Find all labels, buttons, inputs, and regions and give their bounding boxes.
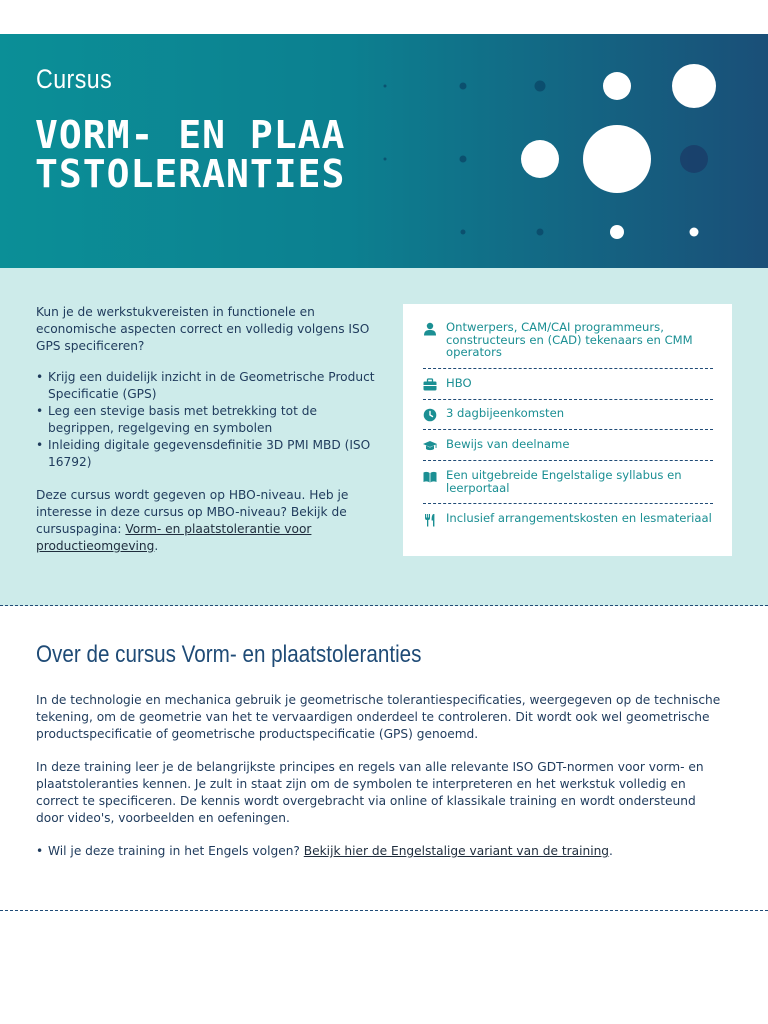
cutlery-icon xyxy=(423,513,437,527)
feature-text: HBO xyxy=(446,376,472,390)
list-item xyxy=(48,843,726,860)
about-heading: Over de cursus Vorm- en plaatstoleranties xyxy=(36,641,422,668)
feature-syllabus xyxy=(423,469,713,494)
feature-text: Een uitgebreide Engelstalige syllabus en leerportaal xyxy=(446,468,682,495)
english-variant-end: . xyxy=(609,844,613,858)
feature-level xyxy=(423,377,713,392)
page-title: VORM- EN PLAATSTOLERANTIES xyxy=(35,113,346,196)
english-variant-link[interactable]: Bekijk hier de Engelstalige variant van de training xyxy=(303,844,610,858)
about-paragraph-2: In deze training leer je de belangrijkste principes en regels van alle relevante ISO GDT-normen voor vorm- en plaatstoleranties kennen. Je zult in staat zijn om de symbolen te interpreteren en het werkstuk volledig en correct te specificeren. De kennis wordt overgebracht via online of klassikale training en wordt ondersteund door video's, voorbeelden en oefeningen. xyxy=(36,760,704,825)
clock-icon xyxy=(423,408,437,422)
intro-question: Kun je de werkstukvereisten in functionele en economische aspecten correct en volledig volgens ISO GPS specificeren? xyxy=(36,305,370,353)
intro-section xyxy=(0,268,768,606)
hero-banner xyxy=(0,34,768,268)
section-divider xyxy=(0,605,768,606)
person-icon xyxy=(423,322,437,336)
course-facts-card xyxy=(403,304,732,556)
intro-bullets xyxy=(36,369,376,471)
feature-text: Bewijs van deelname xyxy=(446,437,570,451)
feature-text: 3 dagbijeenkomsten xyxy=(446,406,565,420)
english-variant-text: Wil je deze training in het Engels volgen? xyxy=(48,844,304,858)
list-item: • Krijg een duidelijk inzicht in de Geometrische Product Specificatie (GPS) xyxy=(48,369,376,403)
level-note xyxy=(36,487,376,555)
decorative-dots xyxy=(370,34,768,268)
divider xyxy=(423,429,713,430)
book-icon xyxy=(423,470,437,484)
feature-duration xyxy=(423,407,713,422)
feature-text: Ontwerpers, CAM/CAI programmeurs, constructeurs en (CAD) tekenaars en CMM operators xyxy=(446,320,693,359)
section-divider xyxy=(0,910,768,911)
divider xyxy=(423,368,713,369)
divider xyxy=(423,460,713,461)
list-item: • Inleiding digitale gegevensdefinitie 3D PMI MBD (ISO 16792) xyxy=(48,437,376,471)
level-text: Deze cursus wordt gegeven op HBO-niveau. Heb je interesse in deze cursus op MBO-niveau? Bekijk de cursuspagina: xyxy=(36,488,349,536)
course-eyebrow: Cursus xyxy=(36,64,113,94)
feature-audience xyxy=(423,321,713,359)
level-end: . xyxy=(154,539,159,553)
about-section xyxy=(36,692,726,860)
mbo-course-link[interactable]: Vorm- en plaatstolerantie voor productieomgeving xyxy=(36,522,312,553)
list-item: • Leg een stevige basis met betrekking tot de begrippen, regelgeving en symbolen xyxy=(48,403,376,437)
divider xyxy=(423,503,713,504)
divider xyxy=(423,399,713,400)
intro-text xyxy=(36,304,376,569)
about-bullets xyxy=(36,843,726,860)
briefcase-icon xyxy=(423,378,437,392)
graduation-cap-icon xyxy=(423,439,437,453)
about-paragraph-1: In de technologie en mechanica gebruik je geometrische tolerantiespecificaties, weergegeven op de technische tekening, om de geometrie van het te vervaardigen onderdeel te controleren. Dit wordt ook wel geometrische productspecificatie of geometrische productspecificatie (GPS) genoemd. xyxy=(36,693,721,741)
feature-certificate xyxy=(423,438,713,453)
feature-costs xyxy=(423,512,713,527)
feature-text: Inclusief arrangementskosten en lesmateriaal xyxy=(446,511,712,525)
